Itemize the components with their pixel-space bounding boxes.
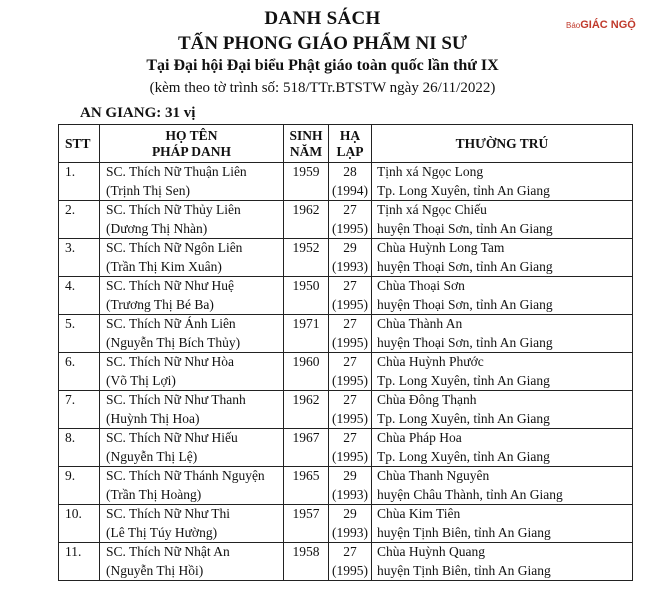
header-birth-year [284, 125, 329, 163]
birth-year: 1952 [292, 240, 320, 255]
ha-lap-count: 27 [343, 544, 357, 559]
cell-birth-year [284, 429, 329, 467]
cell-address [372, 315, 633, 353]
location: Tp. Long Xuyên, tỉnh An Giang [377, 372, 550, 388]
birth-year: 1950 [292, 278, 320, 293]
cell-birth-year [284, 163, 329, 201]
row-number: 8. [65, 430, 76, 445]
roster-table [58, 124, 633, 581]
cell-name [100, 505, 284, 543]
secular-name: (Võ Thị Lợi) [106, 372, 176, 388]
cell-birth-year [284, 315, 329, 353]
table-row [59, 353, 633, 391]
cell-birth-year [284, 201, 329, 239]
cell-address [372, 391, 633, 429]
row-number: 3. [65, 240, 76, 255]
cell-name [100, 239, 284, 277]
cell-birth-year [284, 505, 329, 543]
cell-name [100, 277, 284, 315]
cell-address [372, 239, 633, 277]
cell-stt [59, 543, 100, 581]
table-row [59, 315, 633, 353]
dharma-name: SC. Thích Nữ Thuận Liên [106, 164, 247, 179]
cell-address [372, 201, 633, 239]
secular-name: (Nguyễn Thị Bích Thủy) [106, 334, 241, 350]
location: huyện Thoại Sơn, tỉnh An Giang [377, 220, 553, 236]
row-number: 4. [65, 278, 76, 293]
row-number: 1. [65, 164, 76, 179]
temple-name: Tịnh xá Ngọc Chiếu [377, 202, 487, 217]
secular-name: (Trịnh Thị Sen) [106, 182, 191, 198]
logo-prefix: Báo [566, 21, 581, 30]
cell-ha-lap [329, 315, 372, 353]
ha-lap-year: (1995) [332, 372, 368, 388]
ha-lap-year: (1993) [332, 258, 368, 274]
cell-stt [59, 429, 100, 467]
ha-lap-year: (1995) [332, 334, 368, 350]
table-row [59, 429, 633, 467]
cell-birth-year [284, 391, 329, 429]
temple-name: Chùa Thoại Sơn [377, 278, 465, 293]
cell-name [100, 201, 284, 239]
temple-name: Chùa Thanh Nguyên [377, 468, 490, 483]
table-row [59, 467, 633, 505]
temple-name: Chùa Pháp Hoa [377, 430, 462, 445]
temple-name: Tịnh xá Ngọc Long [377, 164, 484, 179]
row-number: 11. [65, 544, 82, 559]
location: huyện Thoại Sơn, tỉnh An Giang [377, 334, 553, 350]
birth-year: 1962 [292, 392, 320, 407]
cell-ha-lap [329, 239, 372, 277]
location: Tp. Long Xuyên, tỉnh An Giang [377, 448, 550, 464]
temple-name: Chùa Huỳnh Long Tam [377, 240, 505, 255]
ha-lap-year: (1995) [332, 448, 368, 464]
cell-stt [59, 505, 100, 543]
header-name-line1: HỌ TÊN [165, 127, 218, 143]
dharma-name: SC. Thích Nữ Thủy Liên [106, 202, 241, 217]
location: huyện Tịnh Biên, tỉnh An Giang [377, 562, 551, 578]
temple-name: Chùa Huỳnh Quang [377, 544, 485, 559]
cell-address [372, 429, 633, 467]
document-reference: (kèm theo tờ trình số: 518/TTr.BTSTW ngày 26/11/2022) [149, 80, 496, 96]
row-number: 5. [65, 316, 76, 331]
ha-lap-count: 27 [343, 202, 357, 217]
table-row [59, 505, 633, 543]
secular-name: (Nguyễn Thị Lệ) [106, 448, 198, 464]
dharma-name: SC. Thích Nữ Như Thi [106, 506, 231, 521]
dharma-name: SC. Thích Nữ Như Huệ [106, 278, 235, 293]
cell-ha-lap [329, 505, 372, 543]
location: Tp. Long Xuyên, tỉnh An Giang [377, 182, 550, 198]
cell-name [100, 353, 284, 391]
cell-birth-year [284, 467, 329, 505]
cell-ha-lap [329, 543, 372, 581]
birth-year: 1965 [292, 468, 320, 483]
cell-stt [59, 239, 100, 277]
temple-name: Chùa Huỳnh Phước [377, 354, 484, 369]
table-row [59, 163, 633, 201]
ha-lap-year: (1994) [332, 182, 368, 198]
secular-name: (Trương Thị Bé Ba) [106, 296, 214, 312]
temple-name: Chùa Thành An [377, 316, 463, 331]
cell-name [100, 543, 284, 581]
cell-name [100, 429, 284, 467]
birth-year: 1960 [292, 354, 320, 369]
table-row [59, 277, 633, 315]
cell-address [372, 277, 633, 315]
cell-birth-year [284, 277, 329, 315]
ha-lap-count: 29 [343, 506, 357, 521]
table-row [59, 391, 633, 429]
secular-name: (Huỳnh Thị Hoa) [106, 410, 200, 426]
ha-lap-count: 27 [343, 354, 357, 369]
dharma-name: SC. Thích Nữ Thánh Nguyện [106, 468, 265, 483]
location: huyện Tịnh Biên, tỉnh An Giang [377, 524, 551, 540]
cell-ha-lap [329, 391, 372, 429]
header-address: THƯỜNG TRÚ [372, 125, 633, 163]
header-birth-line2: NĂM [289, 143, 323, 159]
secular-name: (Lê Thị Túy Hường) [106, 524, 218, 540]
table-row [59, 201, 633, 239]
cell-ha-lap [329, 353, 372, 391]
dharma-name: SC. Thích Nữ Nhật An [106, 544, 230, 559]
header-name-line2: PHÁP DANH [151, 143, 232, 159]
cell-name [100, 163, 284, 201]
header-birth-line1: SINH [289, 127, 323, 143]
cell-stt [59, 391, 100, 429]
cell-birth-year [284, 543, 329, 581]
location: huyện Thoại Sơn, tỉnh An Giang [377, 296, 553, 312]
dharma-name: SC. Thích Nữ Như Hòa [106, 354, 235, 369]
cell-ha-lap [329, 467, 372, 505]
document-subheading: Tại Đại hội Đại biểu Phật giáo toàn quốc lần thứ IX [146, 57, 499, 74]
cell-stt [59, 353, 100, 391]
header-ha-lap [329, 125, 372, 163]
newspaper-logo [566, 19, 636, 31]
cell-ha-lap [329, 163, 372, 201]
birth-year: 1962 [292, 202, 320, 217]
dharma-name: SC. Thích Nữ Như Hiếu [106, 430, 238, 445]
ha-lap-count: 27 [343, 392, 357, 407]
cell-stt [59, 277, 100, 315]
ha-lap-count: 29 [343, 468, 357, 483]
document-title-line2: TẤN PHONG GIÁO PHẨM NI SƯ [177, 33, 468, 54]
birth-year: 1957 [292, 506, 320, 521]
row-number: 6. [65, 354, 76, 369]
cell-name [100, 467, 284, 505]
ha-lap-year: (1993) [332, 524, 368, 540]
table-header-row [59, 125, 633, 163]
cell-stt [59, 315, 100, 353]
cell-birth-year [284, 239, 329, 277]
header-stt: STT [59, 125, 100, 163]
cell-ha-lap [329, 277, 372, 315]
birth-year: 1958 [292, 544, 320, 559]
ha-lap-count: 29 [343, 240, 357, 255]
secular-name: (Dương Thị Nhàn) [106, 220, 208, 236]
location: Tp. Long Xuyên, tỉnh An Giang [377, 410, 550, 426]
cell-name [100, 391, 284, 429]
ha-lap-count: 27 [343, 316, 357, 331]
document-title: DANH SÁCH [264, 8, 381, 29]
ha-lap-count: 27 [343, 278, 357, 293]
ha-lap-year: (1995) [332, 220, 368, 236]
row-number: 9. [65, 468, 76, 483]
header-lap-line1: HẠ [339, 127, 361, 143]
ha-lap-year: (1995) [332, 410, 368, 426]
dharma-name: SC. Thích Nữ Ánh Liên [106, 316, 236, 331]
birth-year: 1971 [292, 316, 320, 331]
cell-stt [59, 467, 100, 505]
header-lap-line2: LẠP [336, 143, 364, 159]
row-number: 2. [65, 202, 76, 217]
cell-stt [59, 163, 100, 201]
cell-address [372, 467, 633, 505]
ha-lap-year: (1995) [332, 562, 368, 578]
temple-name: Chùa Kim Tiên [377, 506, 461, 521]
cell-birth-year [284, 353, 329, 391]
temple-name: Chùa Đông Thạnh [377, 392, 477, 407]
cell-ha-lap [329, 201, 372, 239]
cell-name [100, 315, 284, 353]
location: huyện Thoại Sơn, tỉnh An Giang [377, 258, 553, 274]
logo-name: GIÁC NGỘ [580, 19, 636, 31]
cell-address [372, 353, 633, 391]
birth-year: 1967 [292, 430, 320, 445]
header-name [100, 125, 284, 163]
ha-lap-year: (1995) [332, 296, 368, 312]
ha-lap-count: 28 [343, 164, 357, 179]
ha-lap-count: 27 [343, 430, 357, 445]
cell-address [372, 543, 633, 581]
row-number: 7. [65, 392, 76, 407]
birth-year: 1959 [292, 164, 320, 179]
location: huyện Châu Thành, tỉnh An Giang [377, 486, 563, 502]
dharma-name: SC. Thích Nữ Ngôn Liên [106, 240, 243, 255]
cell-stt [59, 201, 100, 239]
cell-ha-lap [329, 429, 372, 467]
secular-name: (Trần Thị Kim Xuân) [106, 258, 222, 274]
section-heading: AN GIANG: 31 vị [80, 105, 196, 121]
dharma-name: SC. Thích Nữ Như Thanh [106, 392, 246, 407]
secular-name: (Nguyễn Thị Hồi) [106, 562, 204, 578]
secular-name: (Trần Thị Hoàng) [106, 486, 202, 502]
cell-address [372, 505, 633, 543]
table-row [59, 543, 633, 581]
row-number: 10. [65, 506, 82, 521]
cell-address [372, 163, 633, 201]
ha-lap-year: (1993) [332, 486, 368, 502]
table-row [59, 239, 633, 277]
